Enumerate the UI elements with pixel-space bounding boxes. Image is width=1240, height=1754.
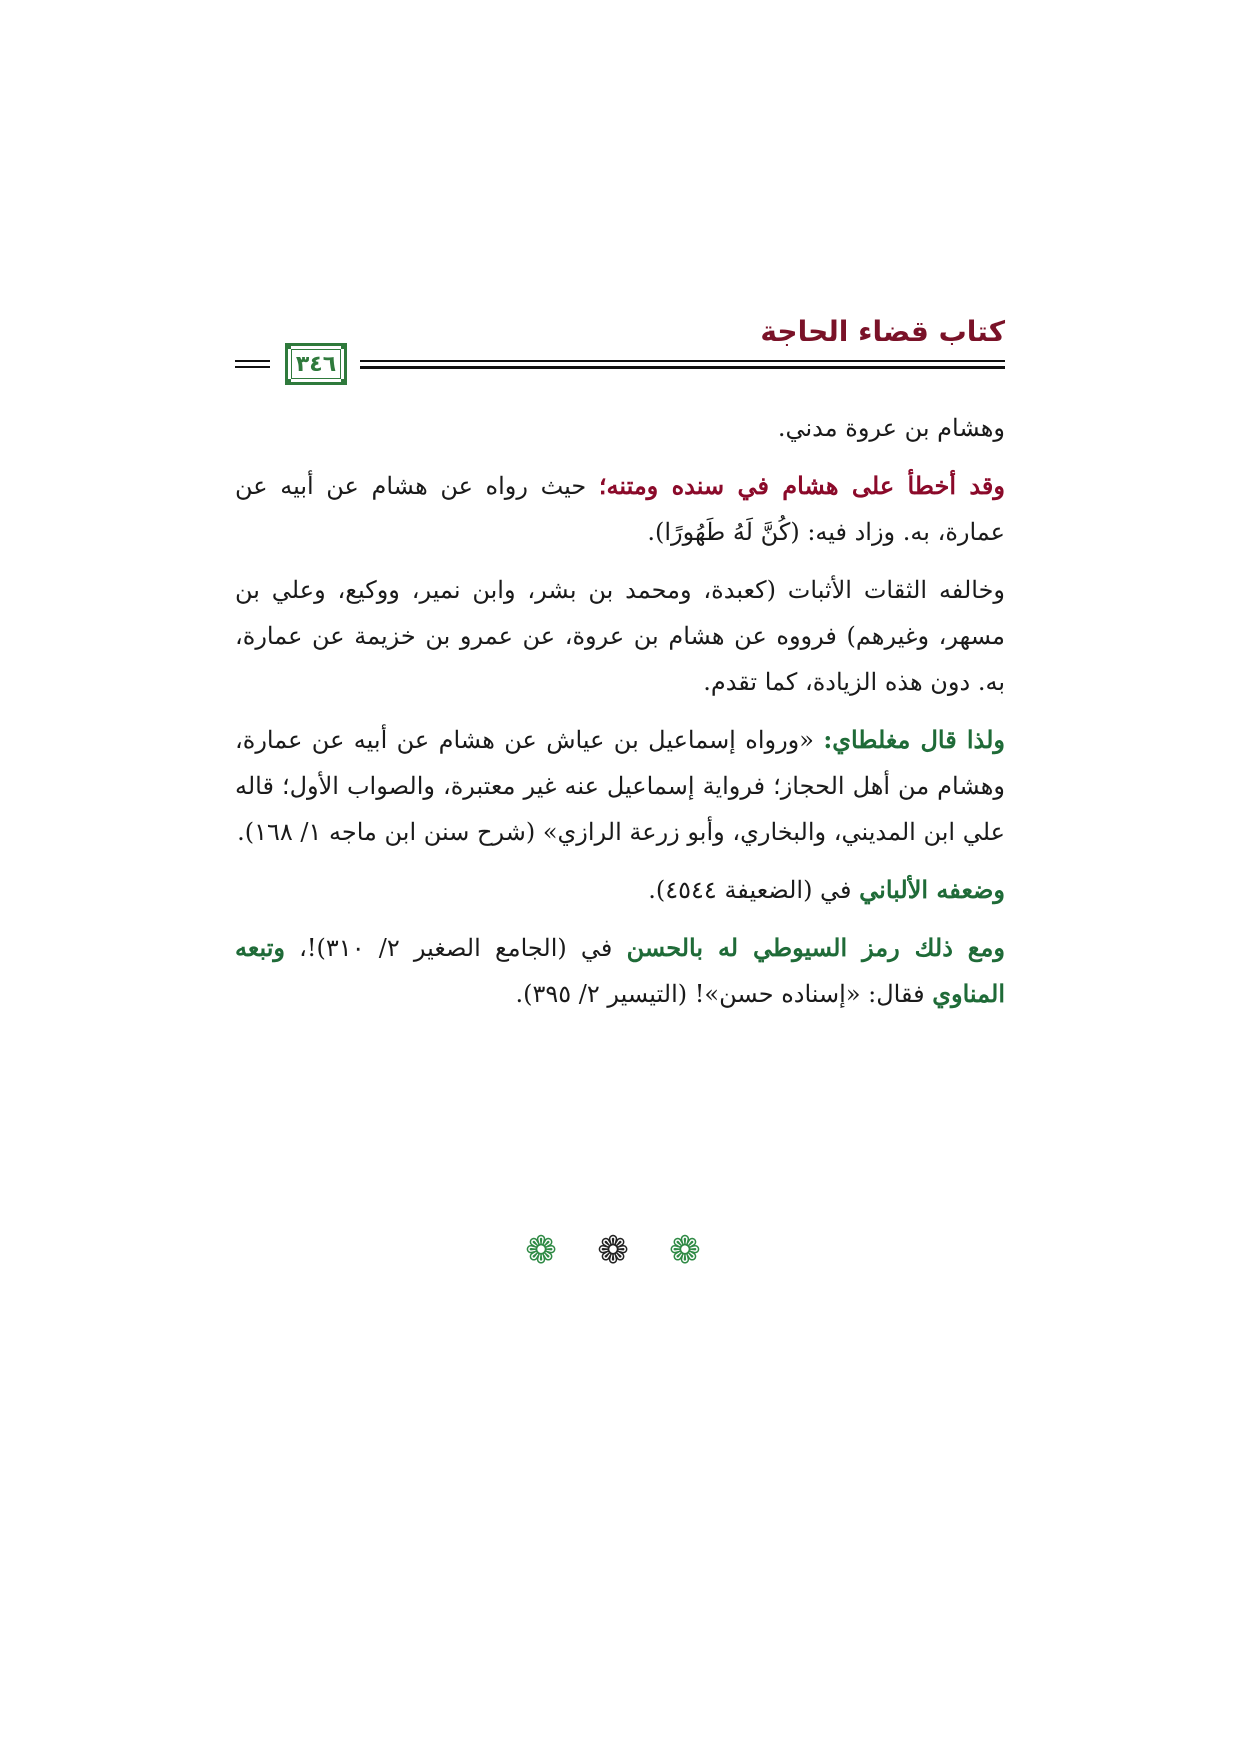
page-body [235,405,1005,1029]
paragraph-4 [235,717,1005,855]
paragraph-6-text-mid: في (الجامع الصغير ٢/ ٣١٠)!، [284,934,627,962]
paragraph-5-text: في (الضعيفة ٤٥٤٤). [648,876,860,904]
page-header [235,315,1005,385]
header-rule-top-right [360,360,1005,362]
paragraph-4-text: «ورواه إسماعيل بن عياش عن هشام عن أبيه عن عمارة، وهشام من أهل الحجاز؛ فرواية إسماعيل عنه غير معتبرة، والصواب الأول؛ قاله علي ابن المديني، والبخاري، وأبو زرعة الرازي» (شرح سنن ابن ماجه ١/ ١٦٨). [235,726,1005,846]
flower-ornament-icon: ❁ [525,1228,571,1272]
page-number-badge [285,343,347,385]
paragraph-5-emphasis: وضعفه الألباني [859,875,1005,904]
page-number: ٣٤٦ [295,351,337,377]
header-rule-bottom-right [360,366,1005,369]
paragraph-6-emphasis: ومع ذلك رمز السيوطي له بالحسن [626,933,1006,962]
paragraph-3 [235,567,1005,705]
header-rule-bottom-left [235,366,270,368]
paragraph-3-text: وخالفه الثقات الأثبات (كعبدة، ومحمد بن بشر، وابن نمير، ووكيع، وعلي بن مسهر، وغيرهم) فرووه عن هشام بن عروة، عن عمرو بن خزيمة عن عمارة، به. دون هذه الزيادة، كما تقدم. [235,576,1005,696]
paragraph-5 [235,867,1005,913]
paragraph-6-text: فقال: «إسناده حسن»! (التيسير ٢/ ٣٩٥). [515,980,933,1008]
paragraph-6-emphasis-2: وتبعه المناوي [235,933,1005,1008]
paragraph-2 [235,463,1005,555]
paragraph-1-text: وهشام بن عروة مدني. [777,414,1005,442]
paragraph-4-emphasis: ولذا قال مغلطاي: [823,725,1005,754]
paragraph-2-emphasis: وقد أخطأ على هشام في سنده ومتنه؛ [598,471,1005,500]
book-title: كتاب قضاء الحاجة [760,315,1005,348]
section-end-ornaments [0,1228,1240,1272]
flower-ornament-icon: ❁ [669,1228,715,1272]
paragraph-6 [235,925,1005,1017]
header-rule-top-left [235,360,270,362]
flower-ornament-icon: ❁ [597,1228,643,1272]
paragraph-1 [235,405,1005,451]
paragraph-2-text: حيث رواه عن هشام عن أبيه عن عمارة، به. وزاد فيه: (كُنَّ لَهُ طَهُورًا). [235,472,1005,546]
